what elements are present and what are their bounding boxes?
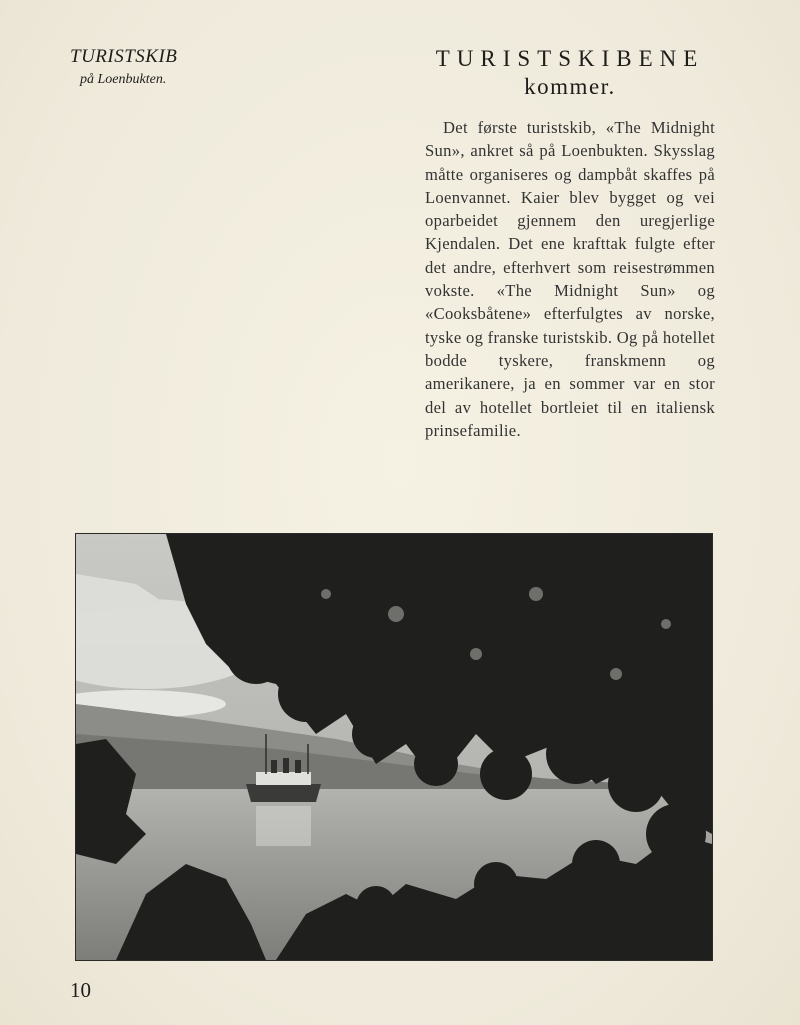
photo-caption (70, 46, 177, 88)
caption-subtitle: på Loenbukten. (80, 72, 167, 87)
page-number: 10 (70, 978, 91, 1002)
steamship-in-fjord-photo (75, 533, 713, 961)
caption-title: TURISTSKIB (70, 46, 178, 67)
photo-drawing (76, 534, 712, 960)
article-body: Det første turistskib, «The Midnight Sun», ankret så på Loenbukten. Skysslag måtte organiseres og dampbåt skaffes på Loenvannet. Kaier blev bygget og vei oparbeidet gjennem den uregjerlige Kjendalen. Det ene krafttak fulgte efter det andre, efterhvert som reisestrømmen vokste. «The Midnight Sun» og «Cooksbåtene» efterfulgtes av norske, tyske og franske turistskib. Og på hotellet bodde tyskere, franskmenn og amerikanere, ja en sommer var en stor del av hotellet bortleiet til en italiensk prinsefamilie. (425, 118, 715, 440)
article-headline: TURISTSKIBENE (435, 46, 705, 71)
article (425, 46, 715, 459)
article-subhead: kommer. (524, 74, 616, 99)
